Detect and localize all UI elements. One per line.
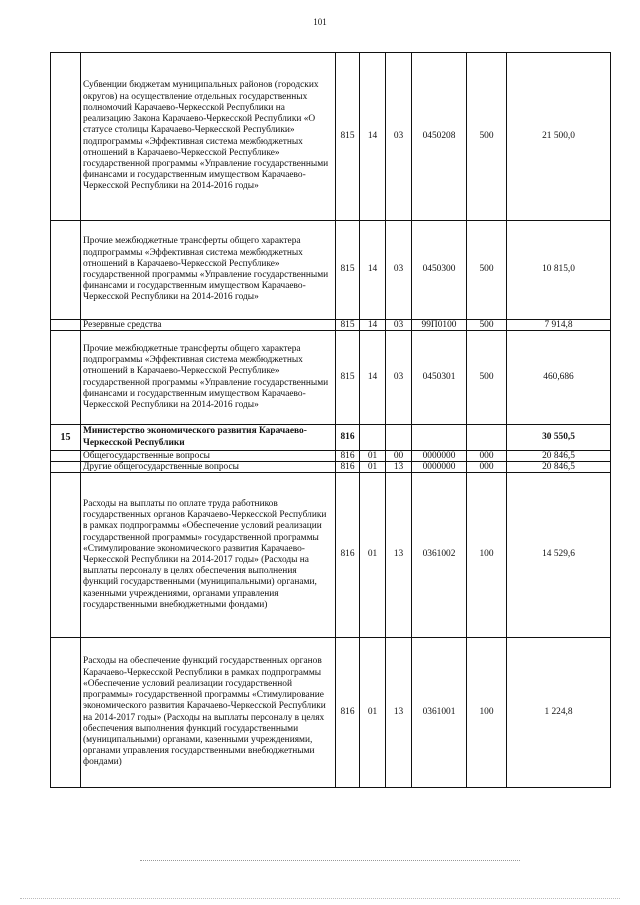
- ved-code: 815: [336, 221, 360, 320]
- ved-code: 816: [336, 451, 360, 462]
- pr-code: 03: [386, 331, 412, 425]
- vr-code: 500: [467, 221, 507, 320]
- table-row: [51, 320, 611, 331]
- rz-code: 01: [360, 462, 386, 473]
- rz-code: [360, 425, 386, 451]
- table-row: [51, 473, 611, 638]
- pr-code: 03: [386, 221, 412, 320]
- vr-code: 000: [467, 451, 507, 462]
- pr-code: 00: [386, 451, 412, 462]
- ved-code: 815: [336, 320, 360, 331]
- ved-code: 816: [336, 638, 360, 788]
- rz-code: 14: [360, 331, 386, 425]
- csr-code: 0361002: [412, 473, 467, 638]
- ved-code: 815: [336, 331, 360, 425]
- rz-code: 14: [360, 53, 386, 221]
- csr-code: 0450300: [412, 221, 467, 320]
- row-number: [51, 473, 81, 638]
- row-description: Расходы на выплаты по оплате труда работников государственных органов Карачаево-Черкесской Республики в рамках подпрограммы «Обеспечение условий реализации государственной программы» государственной программы «Стимулирование экономического развития Карачаево-Черкесской Республики на 2014-2017 годы» (Расходы на выплаты персоналу в целях обеспечения выполнения функций государственными (муниципальными) органами, казенными учреждениями, органами управления государственными внебюджетными фондами): [81, 473, 336, 638]
- rz-code: 01: [360, 473, 386, 638]
- table-row: [51, 425, 611, 451]
- row-description: Прочие межбюджетные трансферты общего характера подпрограммы «Эффективная система межбюджетных отношений в Карачаево-Черкесской Республике» государственной программы «Управление государственными финансами и государственным имуществом Карачаево-Черкесской Республики на 2014-2016 годы»: [81, 221, 336, 320]
- pr-code: [386, 425, 412, 451]
- table-row: [51, 221, 611, 320]
- vr-code: 000: [467, 462, 507, 473]
- page-number: 101: [313, 17, 327, 27]
- row-number: [51, 53, 81, 221]
- row-description: Другие общегосударственные вопросы: [81, 462, 336, 473]
- amount: 460,686: [507, 331, 611, 425]
- pr-code: 03: [386, 320, 412, 331]
- rz-code: 01: [360, 638, 386, 788]
- rz-code: 14: [360, 221, 386, 320]
- scan-artifact-line: [20, 898, 620, 899]
- amount: 30 550,5: [507, 425, 611, 451]
- row-description: Министерство экономического развития Карачаево-Черкесской Республики: [81, 425, 336, 451]
- row-number: [51, 451, 81, 462]
- row-number: [51, 462, 81, 473]
- table-row: [51, 451, 611, 462]
- vr-code: 100: [467, 473, 507, 638]
- csr-code: [412, 425, 467, 451]
- budget-table: [50, 52, 611, 788]
- csr-code: 0450208: [412, 53, 467, 221]
- row-number: [51, 221, 81, 320]
- vr-code: 500: [467, 331, 507, 425]
- csr-code: 99П0100: [412, 320, 467, 331]
- pr-code: 13: [386, 462, 412, 473]
- amount: 20 846,5: [507, 462, 611, 473]
- amount: 1 224,8: [507, 638, 611, 788]
- ved-code: 816: [336, 462, 360, 473]
- table-row: [51, 462, 611, 473]
- amount: 10 815,0: [507, 221, 611, 320]
- pr-code: 03: [386, 53, 412, 221]
- row-description: Резервные средства: [81, 320, 336, 331]
- scan-artifact-line: [140, 860, 520, 861]
- csr-code: 0450301: [412, 331, 467, 425]
- row-description: Расходы на обеспечение функций государственных органов Карачаево-Черкесской Республики в рамках подпрограммы «Обеспечение условий реализации государственной программы» государственной программы «Стимулирование экономического развития Карачаево-Черкесской Республики на 2014-2017 годы» (Расходы на выплаты персоналу в целях обеспечения выполнения функций государственными (муниципальными) органами, казенными учреждениями, органами управления государственными внебюджетными фондами): [81, 638, 336, 788]
- row-number: 15: [51, 425, 81, 451]
- amount: 20 846,5: [507, 451, 611, 462]
- table-row: [51, 331, 611, 425]
- vr-code: 100: [467, 638, 507, 788]
- vr-code: 500: [467, 53, 507, 221]
- pr-code: 13: [386, 473, 412, 638]
- amount: 21 500,0: [507, 53, 611, 221]
- row-description: Субвенции бюджетам муниципальных районов (городских округов) на осуществление отдельных государственных полномочий Карачаево-Черкесской Республики на реализацию Закона Карачаево-Черкесской Республики «О статусе столицы Карачаево-Черкесской Республики» подпрограммы «Эффективная система межбюджетных отношений в Карачаево-Черкесской Республике» государственной программы «Управление государственными финансами и государственным имуществом Карачаево-Черкесской Республики на 2014-2016 годы»: [81, 53, 336, 221]
- row-number: [51, 320, 81, 331]
- ved-code: 816: [336, 473, 360, 638]
- table-row: [51, 53, 611, 221]
- csr-code: 0000000: [412, 462, 467, 473]
- row-description: Прочие межбюджетные трансферты общего характера подпрограммы «Эффективная система межбюджетных отношений в Карачаево-Черкесской Республике» государственной программы «Управление государственными финансами и государственным имуществом Карачаево-Черкесской Республики на 2014-2016 годы»: [81, 331, 336, 425]
- vr-code: 500: [467, 320, 507, 331]
- pr-code: 13: [386, 638, 412, 788]
- table-row: [51, 638, 611, 788]
- rz-code: 14: [360, 320, 386, 331]
- vr-code: [467, 425, 507, 451]
- row-description: Общегосударственные вопросы: [81, 451, 336, 462]
- row-number: [51, 638, 81, 788]
- amount: 14 529,6: [507, 473, 611, 638]
- amount: 7 914,8: [507, 320, 611, 331]
- csr-code: 0361001: [412, 638, 467, 788]
- ved-code: 815: [336, 53, 360, 221]
- row-number: [51, 331, 81, 425]
- ved-code: 816: [336, 425, 360, 451]
- rz-code: 01: [360, 451, 386, 462]
- csr-code: 0000000: [412, 451, 467, 462]
